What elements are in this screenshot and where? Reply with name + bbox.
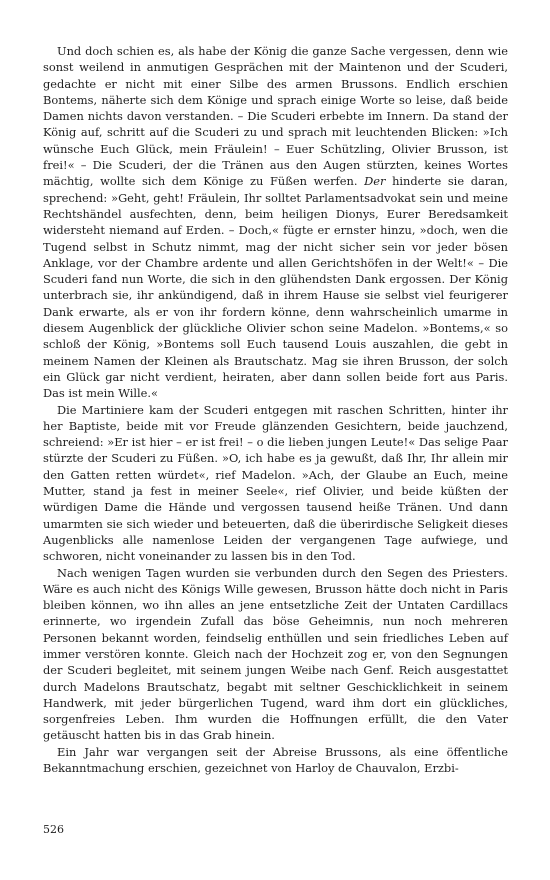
paragraph-3: Nach wenigen Tagen wurden sie verbunden durch den Segen des Priesters. Wäre es auch nicht des Königs Wille gewesen, Brusson hätte doch nicht in Paris bleiben können, wo ihn alles an jene entsetzliche Zeit der Untaten Cardillacs erinnerte, wo irgendein Zufall das böse Geheimnis, nun noch mehreren Personen bekannt worden, feindselig enthüllen und sein friedliches Leben auf immer verstören konnte. Gleich nach der Hochzeit zog er, von den Segnungen der Scuderi begleitet, mit seinem jungen Weibe nach Genf. Reich ausgestattet durch Madelons Brautschatz, begabt mit seltner Geschicklichkeit in seinem Handwerk, mit jeder bürgerlichen Tugend, ward ihm dort ein glückliches, sorgenfreies Leben. Ihm wurden die Hoffnungen erfüllt, die den Vater getäuscht hatten bis in das Grab hinein. <box>43 565 508 743</box>
paragraph-4: Ein Jahr war vergangen seit der Abreise Brussons, als eine öffentliche Bekanntmachung erschien, gezeichnet von Harloy de Chauvalon, Erzbi- <box>43 744 508 776</box>
body-text <box>43 43 508 776</box>
paragraph-1 <box>43 43 508 402</box>
paragraph-2: Die Martiniere kam der Scuderi entgegen mit raschen Schritten, hinter ihr her Baptiste, beide mit vor Freude glänzenden Gesichtern, beide jauchzend, schreiend: »Er ist hier – er ist frei! – o die lieben jungen Leute!« Das selige Paar stürzte der Scuderi zu Füßen. »O, ich habe es ja gewußt, daß Ihr, Ihr allein mir den Gatten retten würdet«, rief Madelon. »Ach, der Glaube an Euch, meine Mutter, stand ja fest in meiner Seele«, rief Olivier, und beide küßten der würdigen Dame die Hände und vergossen tausend heiße Tränen. Und dann umarmten sie sich wieder und beteuerten, daß die überirdische Seligkeit dieses Augenblicks alle namenlose Leiden der vergangenen Tage aufwiege, und schworen, nicht voneinander zu lassen bis in den Tod. <box>43 402 508 564</box>
emphasized-word: Der <box>364 174 386 189</box>
paragraph-1-rest: hinderte sie daran, sprechend: »Geht, geht! Fräulein, Ihr solltet Parlamentsadvokat sein und meine Rechtshändel ausfechten, denn, beim heiligen Dionys, Eurer Beredsamkeit widersteht niemand auf Erden. – Doch,« fügte er ernster hinzu, »doch, wen die Tugend selbst in Schutz nimmt, mag der nicht sicher sein vor jeder bösen Anklage, vor der Chambre ardente und allen Gerichtshöfen in der Welt!« – Die Scuderi fand nun Worte, die sich in den glühendsten Dank ergossen. Der König unterbrach sie, ihr ankündigend, daß in ihrem Hause sie selbst viel feurigerer Dank erwarte, als er von ihr fordern könne, denn wahrscheinlich umarme in diesem Augenblick der glückliche Olivier schon seine Madelon. »Bontems,« so schloß der König, »Bontems soll Euch tausend Louis auszahlen, die gebt in meinem Namen der Kleinen als Brautschatz. Mag sie ihren Brusson, der solch ein Glück gar nicht verdient, heiraten, aber dann sollen beide fort aus Paris. Das ist mein Wille.« <box>43 174 508 401</box>
page-number: 526 <box>43 823 64 836</box>
paragraph-1-text: Und doch schien es, als habe der König die ganze Sache vergessen, denn wie sonst weilend in anmutigen Gesprächen mit der Maintenon und der Scuderi, gedachte er nicht mit einer Silbe des armen Brussons. Endlich erschien Bontems, näherte sich dem Könige und sprach einige Worte so leise, daß beide Damen nichts davon verstanden. – Die Scuderi erbebte im Innern. Da stand der König auf, schritt auf die Scuderi zu und sprach mit leuchtenden Blicken: »Ich wünsche Euch Glück, mein Fräulein! – Euer Schützling, Olivier Brusson, ist frei!« – Die Scuderi, der die Tränen aus den Augen stürzten, keines Wortes mächtig, wollte sich dem Könige zu Füßen werfen. <box>43 44 508 189</box>
